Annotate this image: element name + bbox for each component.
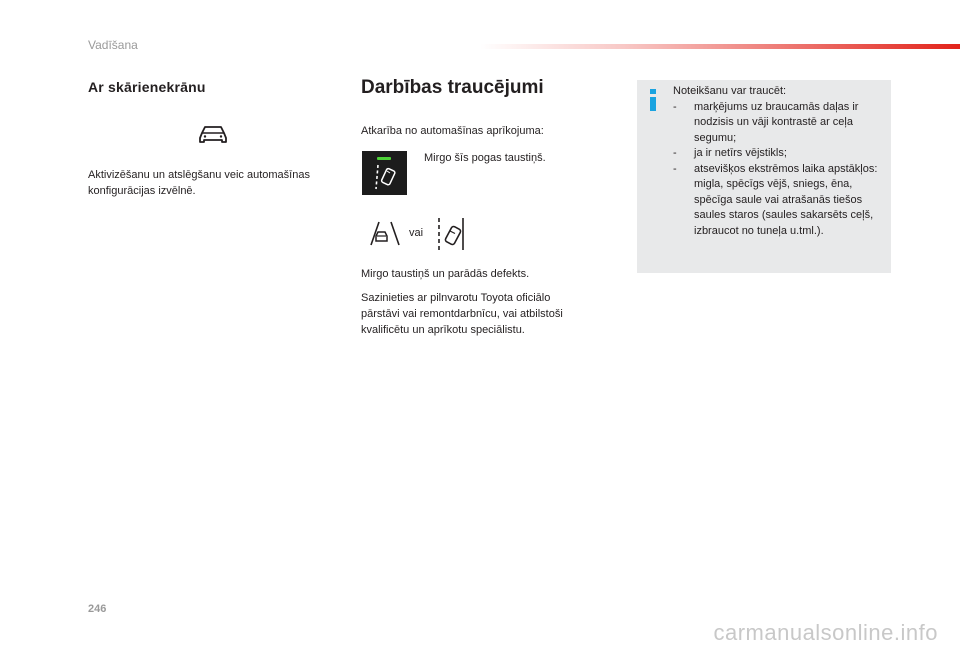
info-list bbox=[673, 100, 887, 240]
info-content bbox=[673, 84, 887, 239]
section-header: Vadīšana bbox=[88, 38, 138, 52]
touchscreen-heading: Ar skārienekrānu bbox=[88, 79, 206, 95]
malfunction-text: Mirgo taustiņš un parādās defekts. bbox=[361, 268, 530, 280]
lane-keeping-icon bbox=[435, 216, 469, 252]
list-item: - ja ir netīrs vējstikls; bbox=[673, 147, 787, 159]
or-text: vai bbox=[409, 227, 424, 239]
equipment-note: Atkarība no automašīnas aprīkojuma: bbox=[361, 125, 544, 137]
list-item: - atsevišķos ekstrēmos laika apstākļos: migla, spēcīgs vējš, sniegs, ēna, spēcīga saule vai atrašanās tiešos saules staros (saules sakarsēts ceļš, izbraucot no tuneļa u.tml.). bbox=[673, 162, 878, 237]
touchscreen-description: Aktivizēšanu un atslēgšanu veic automašīnas konfigurācijas izvēlnē. bbox=[88, 169, 310, 197]
car-icon bbox=[196, 124, 230, 146]
list-item: - marķējums uz braucamās daļas ir nodzisis un vāji kontrastē ar ceļa segumu; bbox=[673, 100, 859, 144]
header-accent-bar bbox=[480, 44, 960, 49]
malfunction-heading: Darbības traucējumi bbox=[361, 77, 544, 98]
lane-assist-button-icon bbox=[362, 151, 407, 195]
watermark: carmanualsonline.info bbox=[713, 620, 938, 645]
contact-dealer-text: Sazinieties ar pilnvarotu Toyota oficiālo pārstāvi vai remontdarbnīcu, vai atbilstoši kvalificētu un aprīkotu speciālistu. bbox=[361, 292, 563, 336]
button-blinks-text: Mirgo šīs pogas taustiņš. bbox=[424, 152, 546, 164]
info-intro: Noteikšanu var traucēt: bbox=[673, 85, 787, 97]
lane-departure-warning-icon bbox=[368, 219, 402, 247]
info-box bbox=[637, 80, 891, 273]
page-number: 246 bbox=[88, 603, 107, 615]
info-icon bbox=[647, 89, 659, 111]
